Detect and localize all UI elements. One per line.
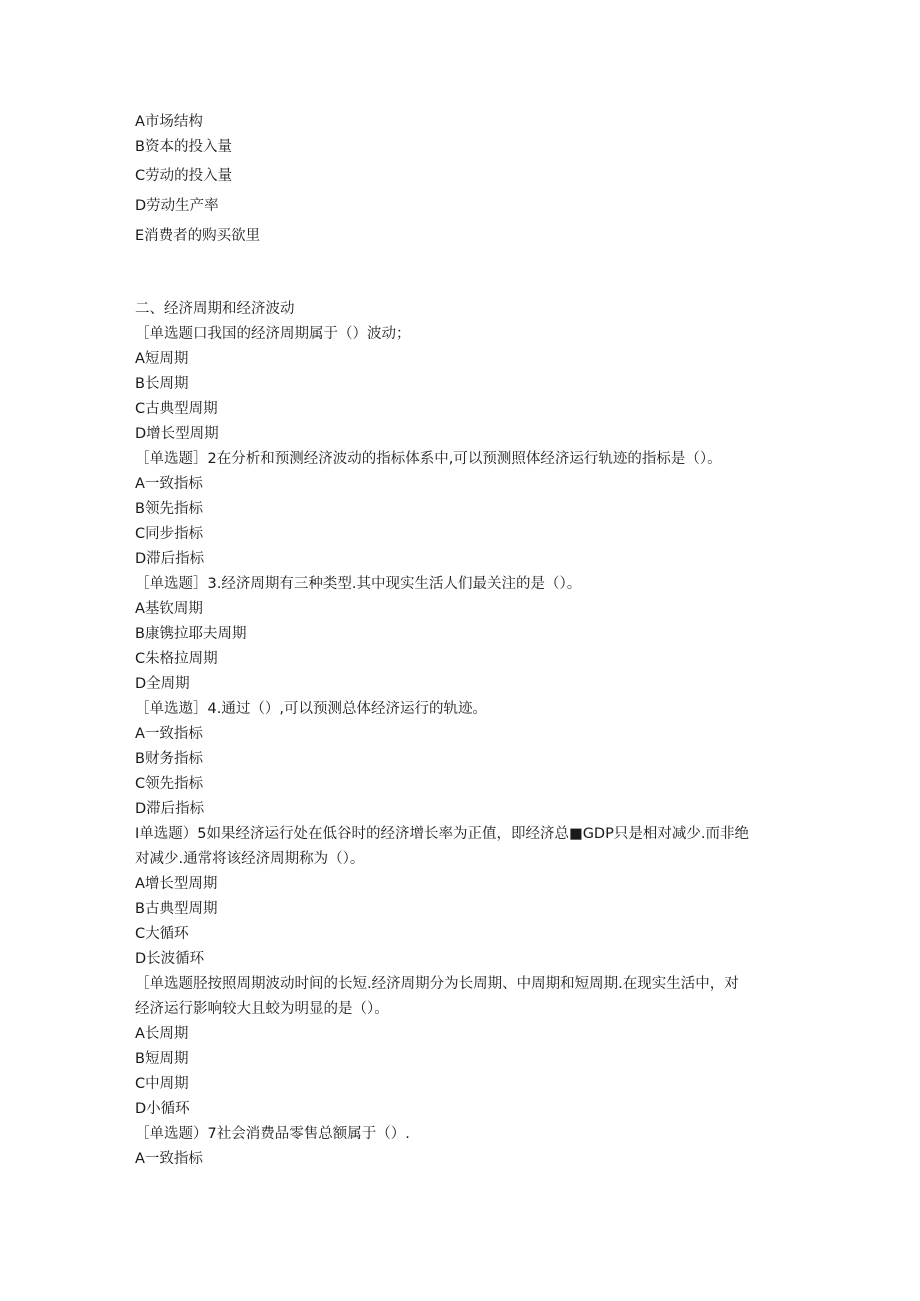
question-1-option-d: D增长型周期 (135, 426, 219, 442)
option-b: B资本的投入量 (135, 139, 232, 155)
question-3-option-b: B康镌拉耶夫周期 (135, 626, 247, 642)
question-1-option-c: C古典型周期 (135, 401, 218, 417)
question-5-option-a: A增长型周期 (135, 876, 218, 892)
question-2-stem: ［单选题］2在分析和预测经济波动的指标体系中,可以预测照体经济运行轨迹的指标是（）。 (135, 451, 722, 467)
question-5-stem-line-1: I单选题）5如果经济运行处在低谷时的经济增长率为正值，即经济总■GDP只是相对减少.而非绝 (135, 826, 749, 842)
question-3-option-d: D全周期 (135, 676, 190, 692)
question-6-option-d: D小循环 (135, 1101, 190, 1117)
question-1-option-a: A短周期 (135, 351, 189, 367)
question-6-option-b: B短周期 (135, 1051, 189, 1067)
question-5-stem-line-2: 对减少.通常将该经济周期称为（）。 (135, 851, 365, 867)
question-3-option-c: C朱格拉周期 (135, 651, 218, 667)
option-e: E消费者的购买欲里 (135, 228, 261, 244)
question-5-option-c: C大循环 (135, 926, 189, 942)
question-7-stem: ［单选题）7社会消费品零售总额属于（）. (135, 1126, 410, 1142)
question-4-option-a: A一致指标 (135, 726, 203, 742)
question-4-stem: ［单选遨］4.通过（）,可以预测总体经济运行的轨迹。 (135, 701, 487, 717)
section-title: 二、经济周期和经济波动 (135, 301, 295, 317)
question-6-stem-line-2: 经济运行影响较大且蛟为明显的是（）。 (135, 1001, 389, 1017)
question-7-option-a: A一致指标 (135, 1151, 203, 1167)
question-5-option-b: B古典型周期 (135, 901, 218, 917)
question-3-option-a: A基钦周期 (135, 601, 203, 617)
question-1-option-b: B长周期 (135, 376, 189, 392)
question-4-option-b: B财务指标 (135, 751, 203, 767)
question-2-option-d: D滞后指标 (135, 551, 205, 567)
question-4-option-c: C领先指标 (135, 776, 204, 792)
option-a: A市场结构 (135, 114, 203, 130)
option-d: D劳动生产率 (135, 198, 219, 214)
question-4-option-d: D滞后指标 (135, 801, 205, 817)
question-2-option-a: A一致指标 (135, 476, 203, 492)
question-5-option-d: D长波循环 (135, 951, 205, 967)
question-1-stem: ［单选题口我国的经济周期属于（）波动； (135, 326, 411, 342)
question-3-stem: ［单选题］3.经济周期有三种类型.其中现实生活人们最关注的是（）。 (135, 576, 582, 592)
question-6-option-c: C中周期 (135, 1076, 189, 1092)
question-6-stem-line-1: ［单选题胫按照周期波动时间的长短.经济周期分为长周期、中周期和短周期.在现实生活中，对 (135, 976, 739, 992)
question-2-option-b: B领先指标 (135, 501, 203, 517)
question-2-option-c: C同步指标 (135, 526, 204, 542)
option-c: C劳动的投入量 (135, 168, 233, 184)
question-6-option-a: A长周期 (135, 1026, 189, 1042)
